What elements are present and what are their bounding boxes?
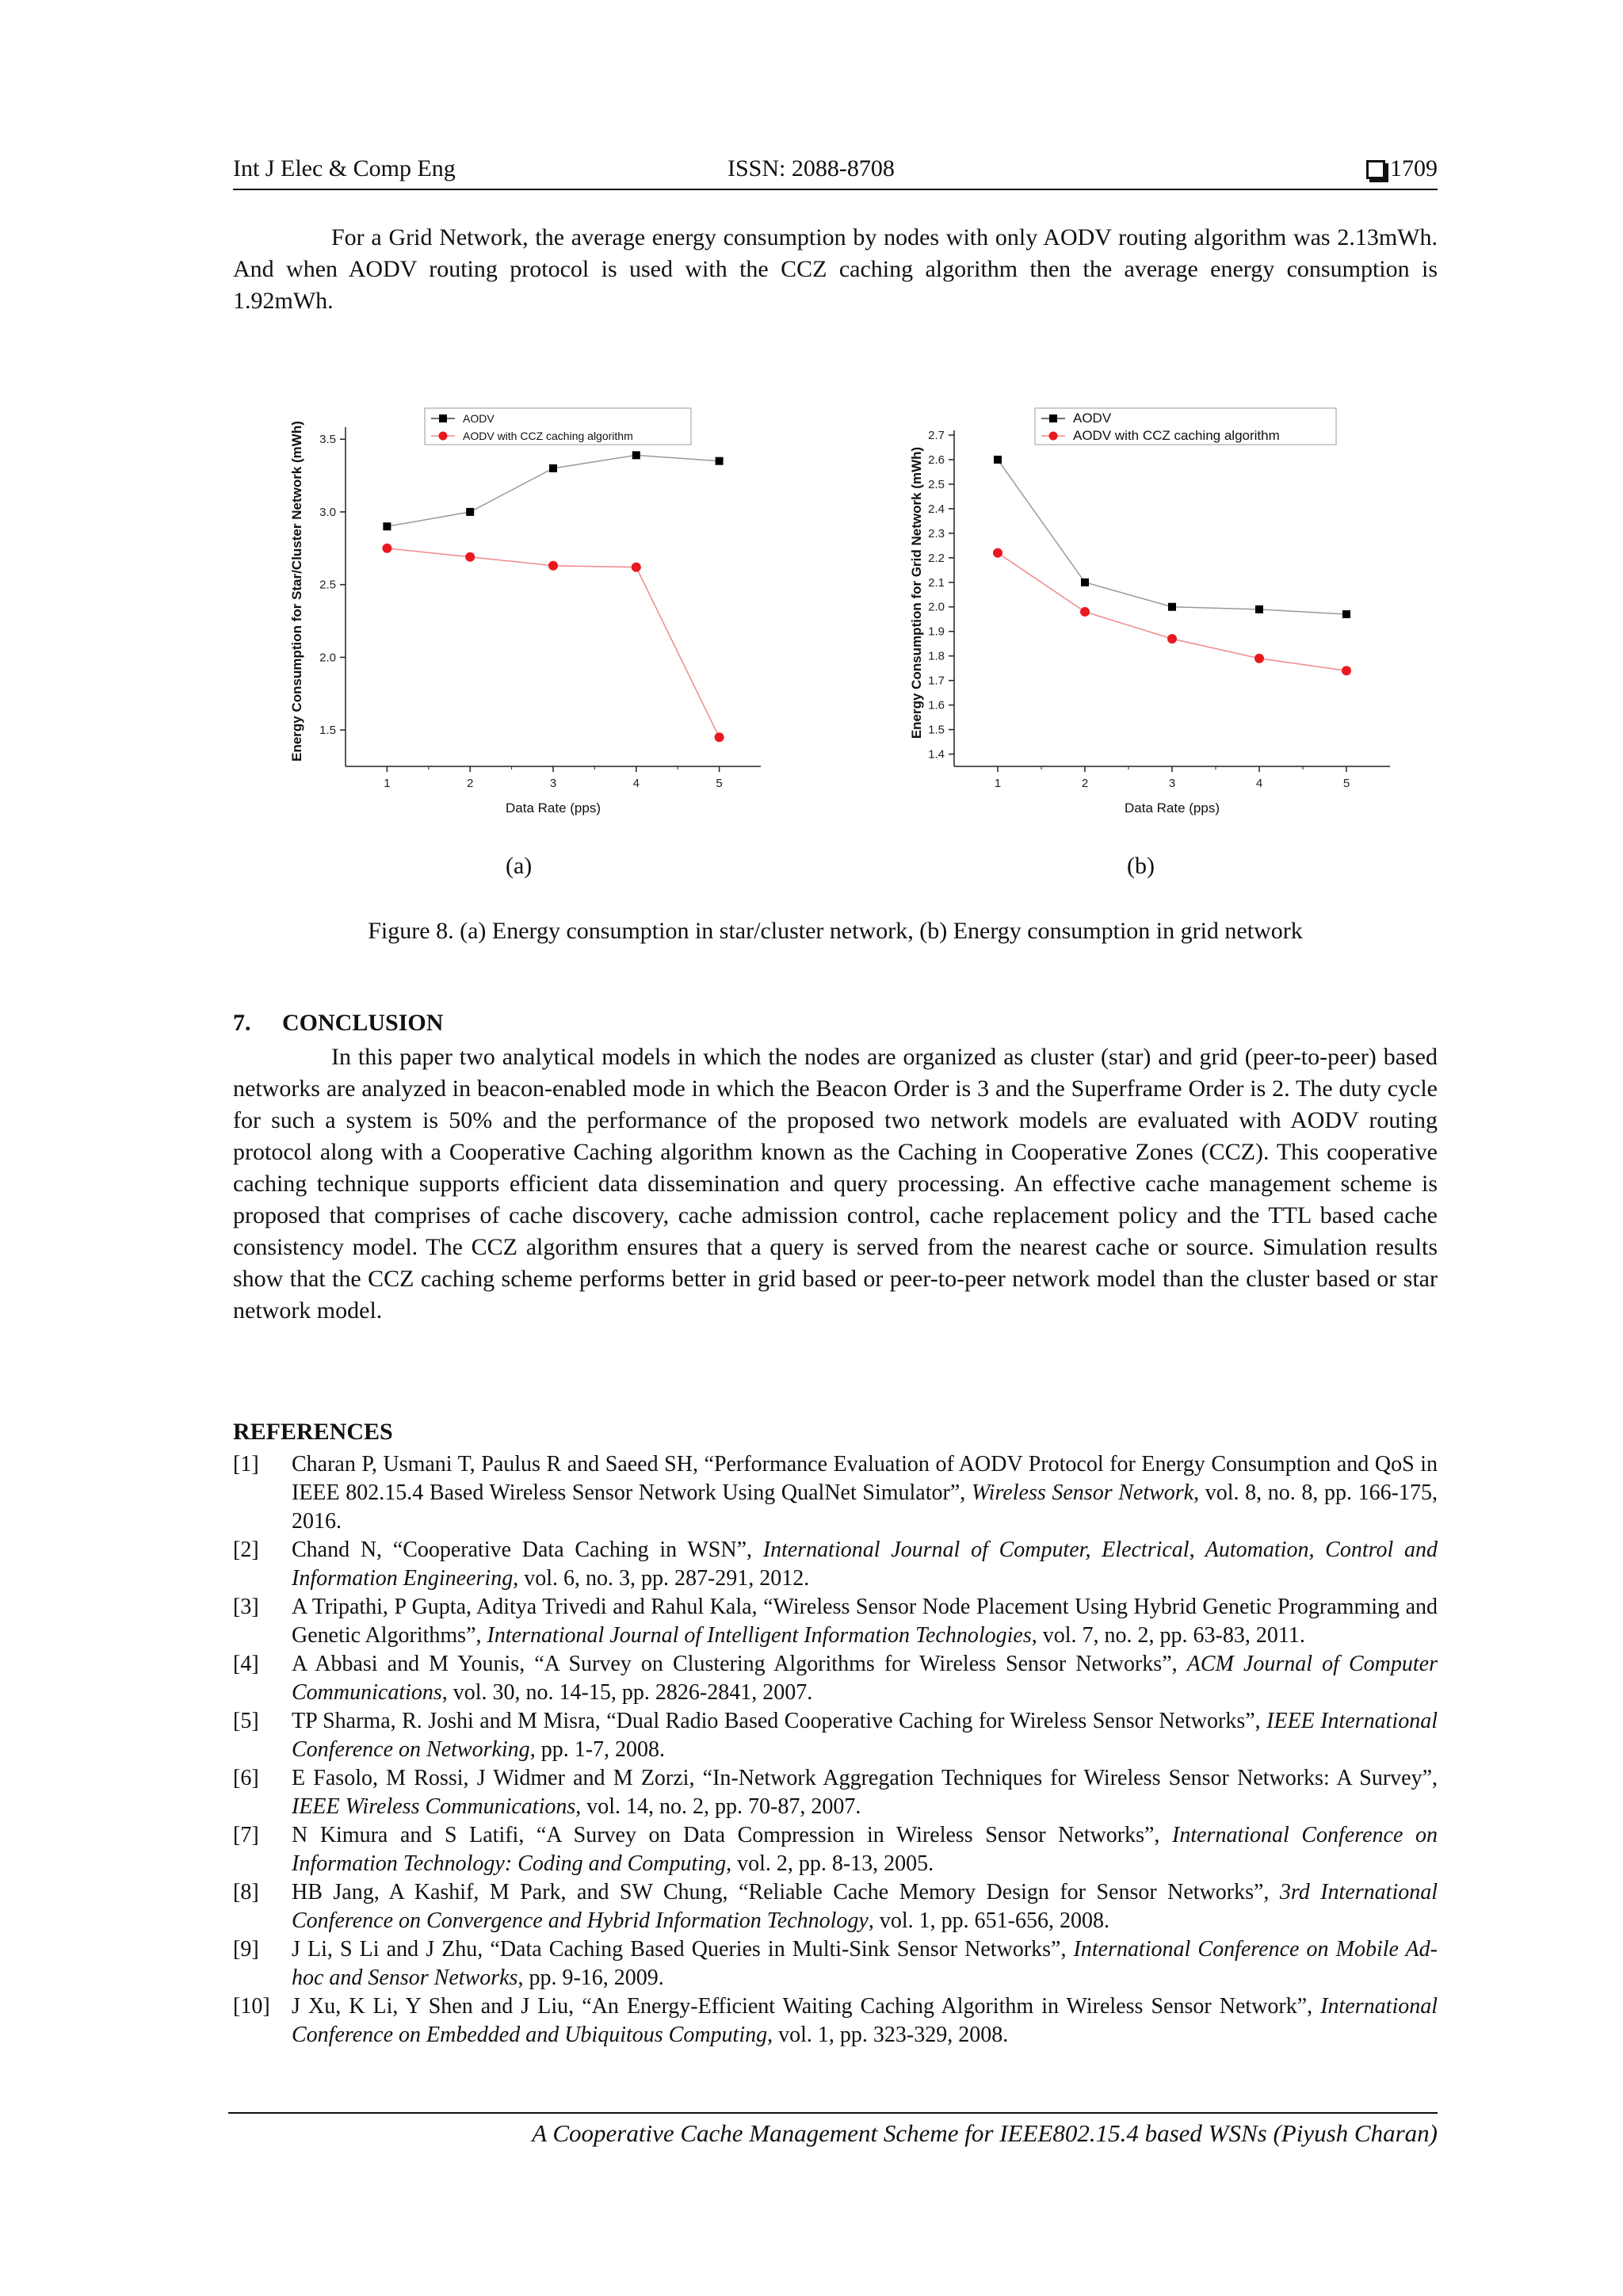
reference-text [292, 1992, 1438, 2050]
x-tick-label: 2 [467, 777, 474, 790]
reference-number: [8] [233, 1880, 259, 1904]
data-point-aodv-ccz [1080, 607, 1090, 617]
legend-marker-circle [439, 432, 448, 441]
reference-authors-title: A Tripathi, P Gupta, Aditya Trivedi and Rahul Kala, “Wireless Sensor Node Placement Using Hybrid Genetic Programming and Genetic Algorithms”, [292, 1595, 1438, 1648]
reference-number: [2] [233, 1538, 259, 1562]
reference-venue: ACM Journal of Computer Communications [292, 1652, 1438, 1705]
reference-authors-title: TP Sharma, R. Joshi and M Misra, “Dual Radio Based Cooperative Caching for Wireless Sensor Networks”, [292, 1709, 1267, 1733]
reference-text [292, 1764, 1438, 1821]
section-heading [233, 1010, 443, 1037]
x-tick-label: 5 [1342, 777, 1350, 790]
reference-authors-title: Chand N, “Cooperative Data Caching in WSN”, [292, 1538, 763, 1562]
reference-details: , vol. 8, no. 8, pp. 166-175, 2016. [292, 1480, 1438, 1534]
reference-details: , vol. 6, no. 3, pp. 287-291, 2012. [513, 1566, 810, 1591]
reference-authors-title: HB Jang, A Kashif, M Park, and SW Chung, “Reliable Cache Memory Design for Sensor Networks”, [292, 1880, 1280, 1904]
reference-details: , vol. 1, pp. 323-329, 2008. [767, 2023, 1009, 2047]
running-footer: A Cooperative Cache Management Scheme for IEEE802.15.4 based WSNs (Piyush Charan) [532, 2119, 1438, 2147]
reference-number: [6] [233, 1766, 259, 1790]
page-number: 1709 [1390, 155, 1438, 181]
x-tick-label: 3 [549, 777, 557, 790]
x-axis-title: Data Rate (pps) [506, 800, 601, 816]
data-point-aodv [632, 451, 640, 459]
reference-venue: International Journal of Computer, Electrical, Automation, Control and Information Engineering [292, 1538, 1438, 1591]
reference-details: , vol. 30, no. 14-15, pp. 2826-2841, 2007. [441, 1680, 813, 1705]
data-point-aodv-ccz [1342, 666, 1351, 675]
y-tick-label: 1.9 [928, 625, 945, 639]
y-tick-label: 2.7 [928, 429, 945, 442]
legend-label: AODV [1073, 411, 1112, 426]
reference-number: [9] [233, 1937, 259, 1962]
reference-authors-title: N Kimura and S Latifi, “A Survey on Data Compression in Wireless Sensor Networks”, [292, 1823, 1173, 1847]
reference-authors-title: Charan P, Usmani T, Paulus R and Saeed SH, “Performance Evaluation of AODV Protocol for Energy Consumption and QoS in IEEE 802.15.4 Based Wireless Sensor Network Using QualNet Simulator”, [292, 1452, 1438, 1505]
reference-number: [7] [233, 1823, 259, 1847]
y-tick-label: 2.2 [928, 551, 945, 565]
legend-marker-square [439, 415, 447, 422]
y-tick-label: 1.5 [319, 724, 336, 738]
sublabel-a: (a) [506, 853, 533, 879]
reference-item [233, 1992, 1438, 2050]
figure-caption: Figure 8. (a) Energy consumption in star/cluster network, (b) Energy consumption in grid network [368, 918, 1303, 944]
reference-authors-title: J Xu, K Li, Y Shen and J Liu, “An Energy-Efficient Waiting Caching Algorithm in Wireless Sensor Network”, [292, 1994, 1321, 2019]
issn: ISSN: 2088-8708 [727, 155, 895, 181]
y-axis-title: Energy Consumption for Star/Cluster Network (mWh) [289, 421, 304, 762]
data-point-aodv [383, 522, 391, 530]
intro-paragraph [233, 222, 1438, 317]
data-point-aodv [716, 457, 724, 465]
data-point-aodv [1342, 610, 1350, 618]
legend [425, 408, 691, 445]
legend [1035, 408, 1336, 445]
reference-text [292, 1536, 1438, 1593]
reference-details: , pp. 9-16, 2009. [517, 1966, 664, 1990]
data-point-aodv [994, 456, 1002, 464]
reference-authors-title: E Fasolo, M Rossi, J Widmer and M Zorzi, “In-Network Aggregation Techniques for Wireless Sensor Networks: A Survey”, [292, 1766, 1438, 1790]
legend-label: AODV [463, 412, 495, 425]
header-rule [233, 189, 1438, 190]
section-number: 7. [233, 1010, 251, 1036]
data-point-aodv-ccz [993, 548, 1002, 558]
data-point-aodv-ccz [715, 732, 724, 742]
data-point-aodv [466, 508, 474, 516]
reference-venue: IEEE Wireless Communications [292, 1794, 576, 1819]
references-list [233, 1450, 1438, 2050]
y-tick-label: 2.1 [928, 575, 945, 590]
data-point-aodv-ccz [632, 563, 641, 572]
reference-number: [3] [233, 1595, 259, 1619]
data-point-aodv-ccz [548, 561, 558, 571]
conclusion-paragraph [233, 1041, 1438, 1327]
section-title: CONCLUSION [282, 1010, 444, 1036]
y-axis-title: Energy Consumption for Grid Network (mWh) [909, 446, 924, 739]
y-tick-label: 3.0 [319, 505, 336, 519]
reference-item [233, 1450, 1438, 1536]
legend-label: AODV with CCZ caching algorithm [463, 430, 633, 442]
data-point-aodv-ccz [1254, 654, 1264, 663]
reference-details: , vol. 14, no. 2, pp. 70-87, 2007. [575, 1794, 861, 1819]
reference-item [233, 1935, 1438, 1992]
conclusion-text: In this paper two analytical models in which the nodes are organized as cluster (star) and grid (peer-to-peer) based networks are analyzed in beacon-enabled mode in which the Beacon Order is 3 and the Superframe Order is 2. The duty cycle for such a system is 50% and the performance of the proposed two network models are evaluated with AODV routing protocol along with a Cooperative Caching algorithm known as the Caching in Cooperative Zones (CCZ). This cooperative caching technique supports efficient data dissemination and query processing. An effective cache management scheme is proposed that comprises of cache discovery, cache admission control, cache replacement policy and the TTL based cache consistency model. The CCZ algorithm ensures that a query is served from the nearest cache or source. Simulation results show that the CCZ caching scheme performs better in grid based or peer-to-peer network model than the cluster based or star network model. [233, 1044, 1438, 1324]
series-line-aodv [998, 460, 1346, 614]
reference-venue: International Conference on Mobile Ad-hoc and Sensor Networks [292, 1937, 1438, 1990]
chart-a [285, 400, 777, 828]
x-tick-label: 5 [716, 777, 723, 790]
y-tick-label: 2.3 [928, 526, 945, 541]
reference-item [233, 1878, 1438, 1935]
reference-item [233, 1764, 1438, 1821]
reference-text [292, 1707, 1438, 1764]
y-tick-label: 2.0 [319, 651, 336, 665]
data-point-aodv [549, 464, 557, 472]
data-point-aodv-ccz [465, 552, 475, 562]
sublabel-b: (b) [1127, 853, 1155, 879]
x-tick-label: 1 [384, 777, 391, 790]
y-tick-label: 1.6 [928, 698, 945, 712]
data-point-aodv [1081, 579, 1089, 586]
reference-text [292, 1593, 1438, 1650]
reference-venue: Wireless Sensor Network [971, 1480, 1194, 1505]
intro-text: For a Grid Network, the average energy consumption by nodes with only AODV routing algorithm was 2.13mWh. And when AODV routing protocol is used with the CCZ caching algorithm then the average energy consumption is 1.92mWh. [233, 224, 1438, 314]
reference-number: [5] [233, 1709, 259, 1733]
reference-number: [4] [233, 1652, 259, 1676]
reference-item [233, 1536, 1438, 1593]
x-tick-label: 4 [1255, 777, 1263, 790]
y-tick-label: 2.5 [928, 477, 945, 491]
x-tick-label: 1 [994, 777, 1002, 790]
reference-details: , vol. 7, no. 2, pp. 63-83, 2011. [1031, 1623, 1305, 1648]
y-tick-label: 1.7 [928, 674, 945, 688]
journal-name: Int J Elec & Comp Eng [233, 155, 456, 181]
reference-number: [1] [233, 1452, 259, 1477]
legend-label: AODV with CCZ caching algorithm [1073, 428, 1280, 443]
y-tick-label: 2.5 [319, 578, 336, 592]
reference-text [292, 1935, 1438, 1992]
reference-item [233, 1593, 1438, 1650]
x-tick-label: 3 [1168, 777, 1176, 790]
legend-marker-circle [1049, 432, 1058, 441]
legend-marker-square [1049, 415, 1057, 422]
reference-number: [10] [233, 1994, 270, 2019]
y-tick-label: 2.4 [928, 502, 945, 516]
data-point-aodv-ccz [1167, 634, 1177, 644]
y-tick-label: 3.5 [319, 433, 336, 447]
x-tick-label: 2 [1081, 777, 1089, 790]
x-axis-title: Data Rate (pps) [1125, 800, 1220, 816]
y-tick-label: 1.4 [928, 747, 945, 762]
y-tick-label: 2.0 [928, 600, 945, 614]
reference-text [292, 1650, 1438, 1707]
chart-b-svg [905, 400, 1396, 828]
reference-venue: IEEE International Conference on Networking [292, 1709, 1438, 1762]
reference-authors-title: J Li, S Li and J Zhu, “Data Caching Based Queries in Multi-Sink Sensor Networks”, [292, 1937, 1074, 1962]
data-point-aodv-ccz [382, 544, 391, 553]
reference-venue: International Journal of Intelligent Information Technologies [487, 1623, 1032, 1648]
y-tick-label: 2.6 [928, 453, 945, 467]
data-point-aodv [1255, 606, 1263, 613]
footer-rule [228, 2112, 1438, 2114]
chart-a-svg [285, 400, 777, 828]
references-heading: REFERENCES [233, 1419, 393, 1445]
running-header [233, 155, 1438, 190]
reference-text [292, 1450, 1438, 1536]
reference-venue: 3rd International Conference on Convergence and Hybrid Information Technology [292, 1880, 1438, 1933]
reference-venue: International Conference on Information Technology: Coding and Computing [292, 1823, 1438, 1876]
reference-item [233, 1650, 1438, 1707]
y-tick-label: 1.5 [928, 723, 945, 737]
reference-details: , vol. 2, pp. 8-13, 2005. [726, 1851, 934, 1876]
reference-authors-title: A Abbasi and M Younis, “A Survey on Clustering Algorithms for Wireless Sensor Networks”, [292, 1652, 1187, 1676]
series-line-aodv-ccz [387, 548, 719, 738]
reference-item [233, 1707, 1438, 1764]
reference-details: , vol. 1, pp. 651-656, 2008. [868, 1908, 1109, 1933]
x-tick-label: 4 [632, 777, 640, 790]
reference-text [292, 1878, 1438, 1935]
reference-item [233, 1821, 1438, 1878]
square-bullet-icon [1366, 160, 1385, 179]
chart-b [905, 400, 1396, 828]
data-point-aodv [1168, 603, 1176, 611]
reference-venue: International Conference on Embedded and Ubiquitous Computing [292, 1994, 1438, 2047]
reference-details: , pp. 1-7, 2008. [529, 1737, 666, 1762]
reference-text [292, 1821, 1438, 1878]
y-tick-label: 1.8 [928, 649, 945, 663]
